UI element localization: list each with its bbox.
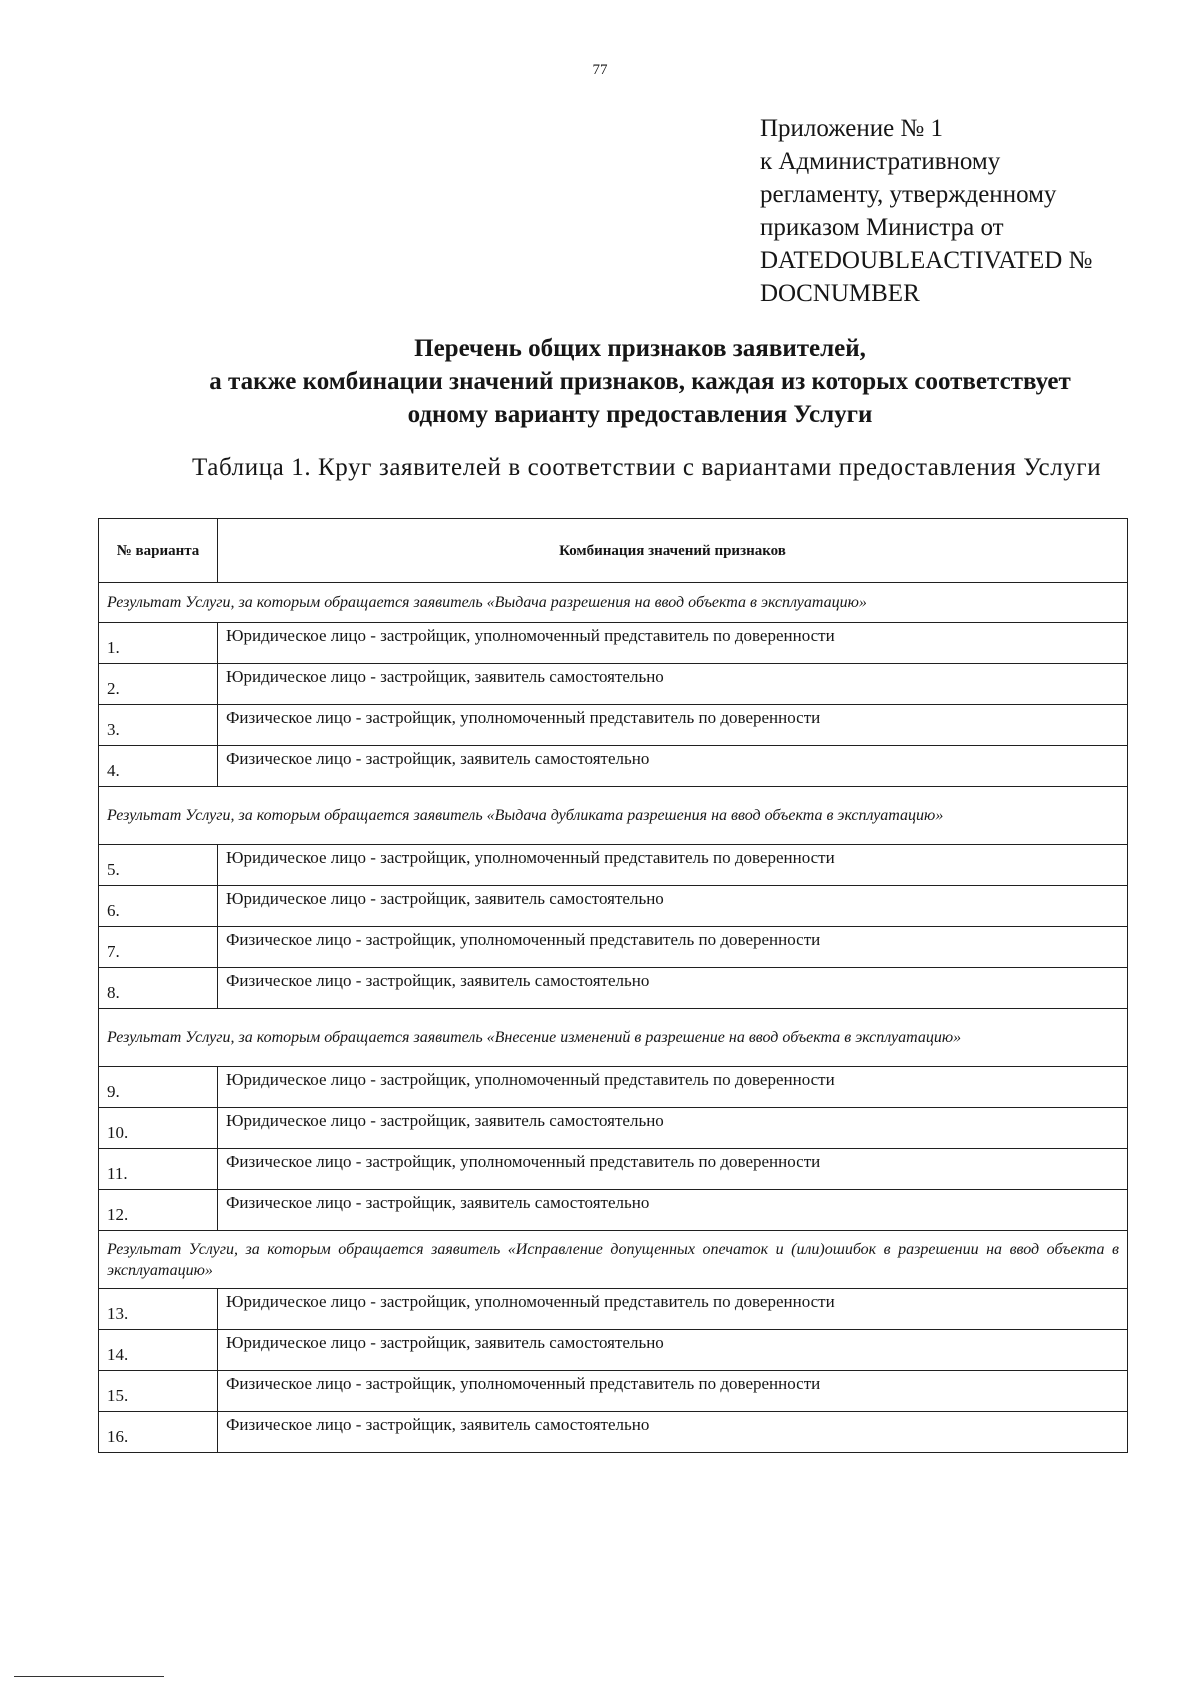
combination-text: Юридическое лицо - застройщик, заявитель самостоятельно — [218, 886, 1128, 927]
variant-number: 11. — [99, 1149, 218, 1190]
combination-text: Юридическое лицо - застройщик, уполномоченный представитель по доверенности — [218, 1067, 1128, 1108]
table-row — [99, 705, 1128, 746]
table-row — [99, 746, 1128, 787]
combination-text: Юридическое лицо - застройщик, уполномоченный представитель по доверенности — [218, 1289, 1128, 1330]
combination-text: Юридическое лицо - застройщик, заявитель самостоятельно — [218, 1330, 1128, 1371]
title-line: Перечень общих признаков заявителей, — [414, 335, 866, 362]
page-number: 77 — [592, 62, 608, 78]
variant-number: 13. — [99, 1289, 218, 1330]
appendix-line: приказом Министра от — [760, 214, 1004, 241]
applicant-variants-table — [98, 518, 1128, 1453]
table-row — [99, 1149, 1128, 1190]
table-row — [99, 664, 1128, 705]
combination-text: Физическое лицо - застройщик, уполномоченный представитель по доверенности — [218, 1371, 1128, 1412]
combination-text: Физическое лицо - застройщик, заявитель самостоятельно — [218, 1190, 1128, 1231]
appendix-line: DATEDOUBLEACTIVATED № — [760, 247, 1093, 274]
appendix-line: DOCNUMBER — [760, 280, 920, 307]
combination-text: Физическое лицо - застройщик, заявитель самостоятельно — [218, 746, 1128, 787]
combination-text: Юридическое лицо - застройщик, заявитель самостоятельно — [218, 664, 1128, 705]
combination-text: Физическое лицо - застройщик, уполномоченный представитель по доверенности — [218, 927, 1128, 968]
group-title: Результат Услуги, за которым обращается заявитель «Выдача разрешения на ввод объекта в эксплуатацию» — [99, 583, 1128, 623]
table-row — [99, 1412, 1128, 1453]
variant-number: 15. — [99, 1371, 218, 1412]
table-row — [99, 623, 1128, 664]
variant-number: 3. — [99, 705, 218, 746]
group-title: Результат Услуги, за которым обращается заявитель «Исправление допущенных опечаток и (или)ошибок в разрешении на ввод объекта в эксплуатацию» — [99, 1231, 1128, 1289]
table-caption: Таблица 1. Круг заявителей в соответствии с вариантами предоставления Услуги — [192, 454, 1102, 481]
header-variant-number: № варианта — [99, 519, 218, 583]
combination-text: Физическое лицо - застройщик, заявитель самостоятельно — [218, 968, 1128, 1009]
table-row — [99, 886, 1128, 927]
footer-rule — [14, 1676, 164, 1677]
appendix-line: Приложение № 1 — [760, 115, 944, 142]
group-title: Результат Услуги, за которым обращается заявитель «Выдача дубликата разрешения на ввод объекта в эксплуатацию» — [99, 787, 1128, 845]
table-row — [99, 1067, 1128, 1108]
variant-number: 16. — [99, 1412, 218, 1453]
appendix-line: регламенту, утвержденному — [760, 181, 1057, 208]
combination-text: Физическое лицо - застройщик, заявитель самостоятельно — [218, 1412, 1128, 1453]
variant-number: 8. — [99, 968, 218, 1009]
variant-number: 14. — [99, 1330, 218, 1371]
combination-text: Физическое лицо - застройщик, уполномоченный представитель по доверенности — [218, 705, 1128, 746]
variant-number: 10. — [99, 1108, 218, 1149]
table-row — [99, 1330, 1128, 1371]
combination-text: Юридическое лицо - застройщик, заявитель самостоятельно — [218, 1108, 1128, 1149]
table-row — [99, 927, 1128, 968]
variant-number: 4. — [99, 746, 218, 787]
combination-text: Юридическое лицо - застройщик, уполномоченный представитель по доверенности — [218, 845, 1128, 886]
table-row — [99, 845, 1128, 886]
variant-number: 9. — [99, 1067, 218, 1108]
group-row — [99, 1231, 1128, 1289]
table-row — [99, 1289, 1128, 1330]
table-row — [99, 968, 1128, 1009]
title-line: а также комбинации значений признаков, каждая из которых соответствует — [209, 368, 1071, 395]
group-row — [99, 787, 1128, 845]
group-row — [99, 1009, 1128, 1067]
table-body — [99, 583, 1128, 1453]
title-line: одному варианту предоставления Услуги — [407, 401, 873, 428]
variant-number: 2. — [99, 664, 218, 705]
table-row — [99, 1371, 1128, 1412]
table-row — [99, 1190, 1128, 1231]
group-title: Результат Услуги, за которым обращается заявитель «Внесение изменений в разрешение на ввод объекта в эксплуатацию» — [99, 1009, 1128, 1067]
table-header-row — [99, 519, 1128, 583]
variant-number: 6. — [99, 886, 218, 927]
appendix-line: к Административному — [760, 148, 1001, 175]
variant-number: 12. — [99, 1190, 218, 1231]
table-row — [99, 1108, 1128, 1149]
appendix-note — [760, 112, 1160, 310]
variant-number: 5. — [99, 845, 218, 886]
group-row — [99, 583, 1128, 623]
header-combination: Комбинация значений признаков — [218, 519, 1128, 583]
document-title — [140, 332, 1140, 431]
variant-number: 1. — [99, 623, 218, 664]
combination-text: Физическое лицо - застройщик, уполномоченный представитель по доверенности — [218, 1149, 1128, 1190]
combination-text: Юридическое лицо - застройщик, уполномоченный представитель по доверенности — [218, 623, 1128, 664]
variant-number: 7. — [99, 927, 218, 968]
